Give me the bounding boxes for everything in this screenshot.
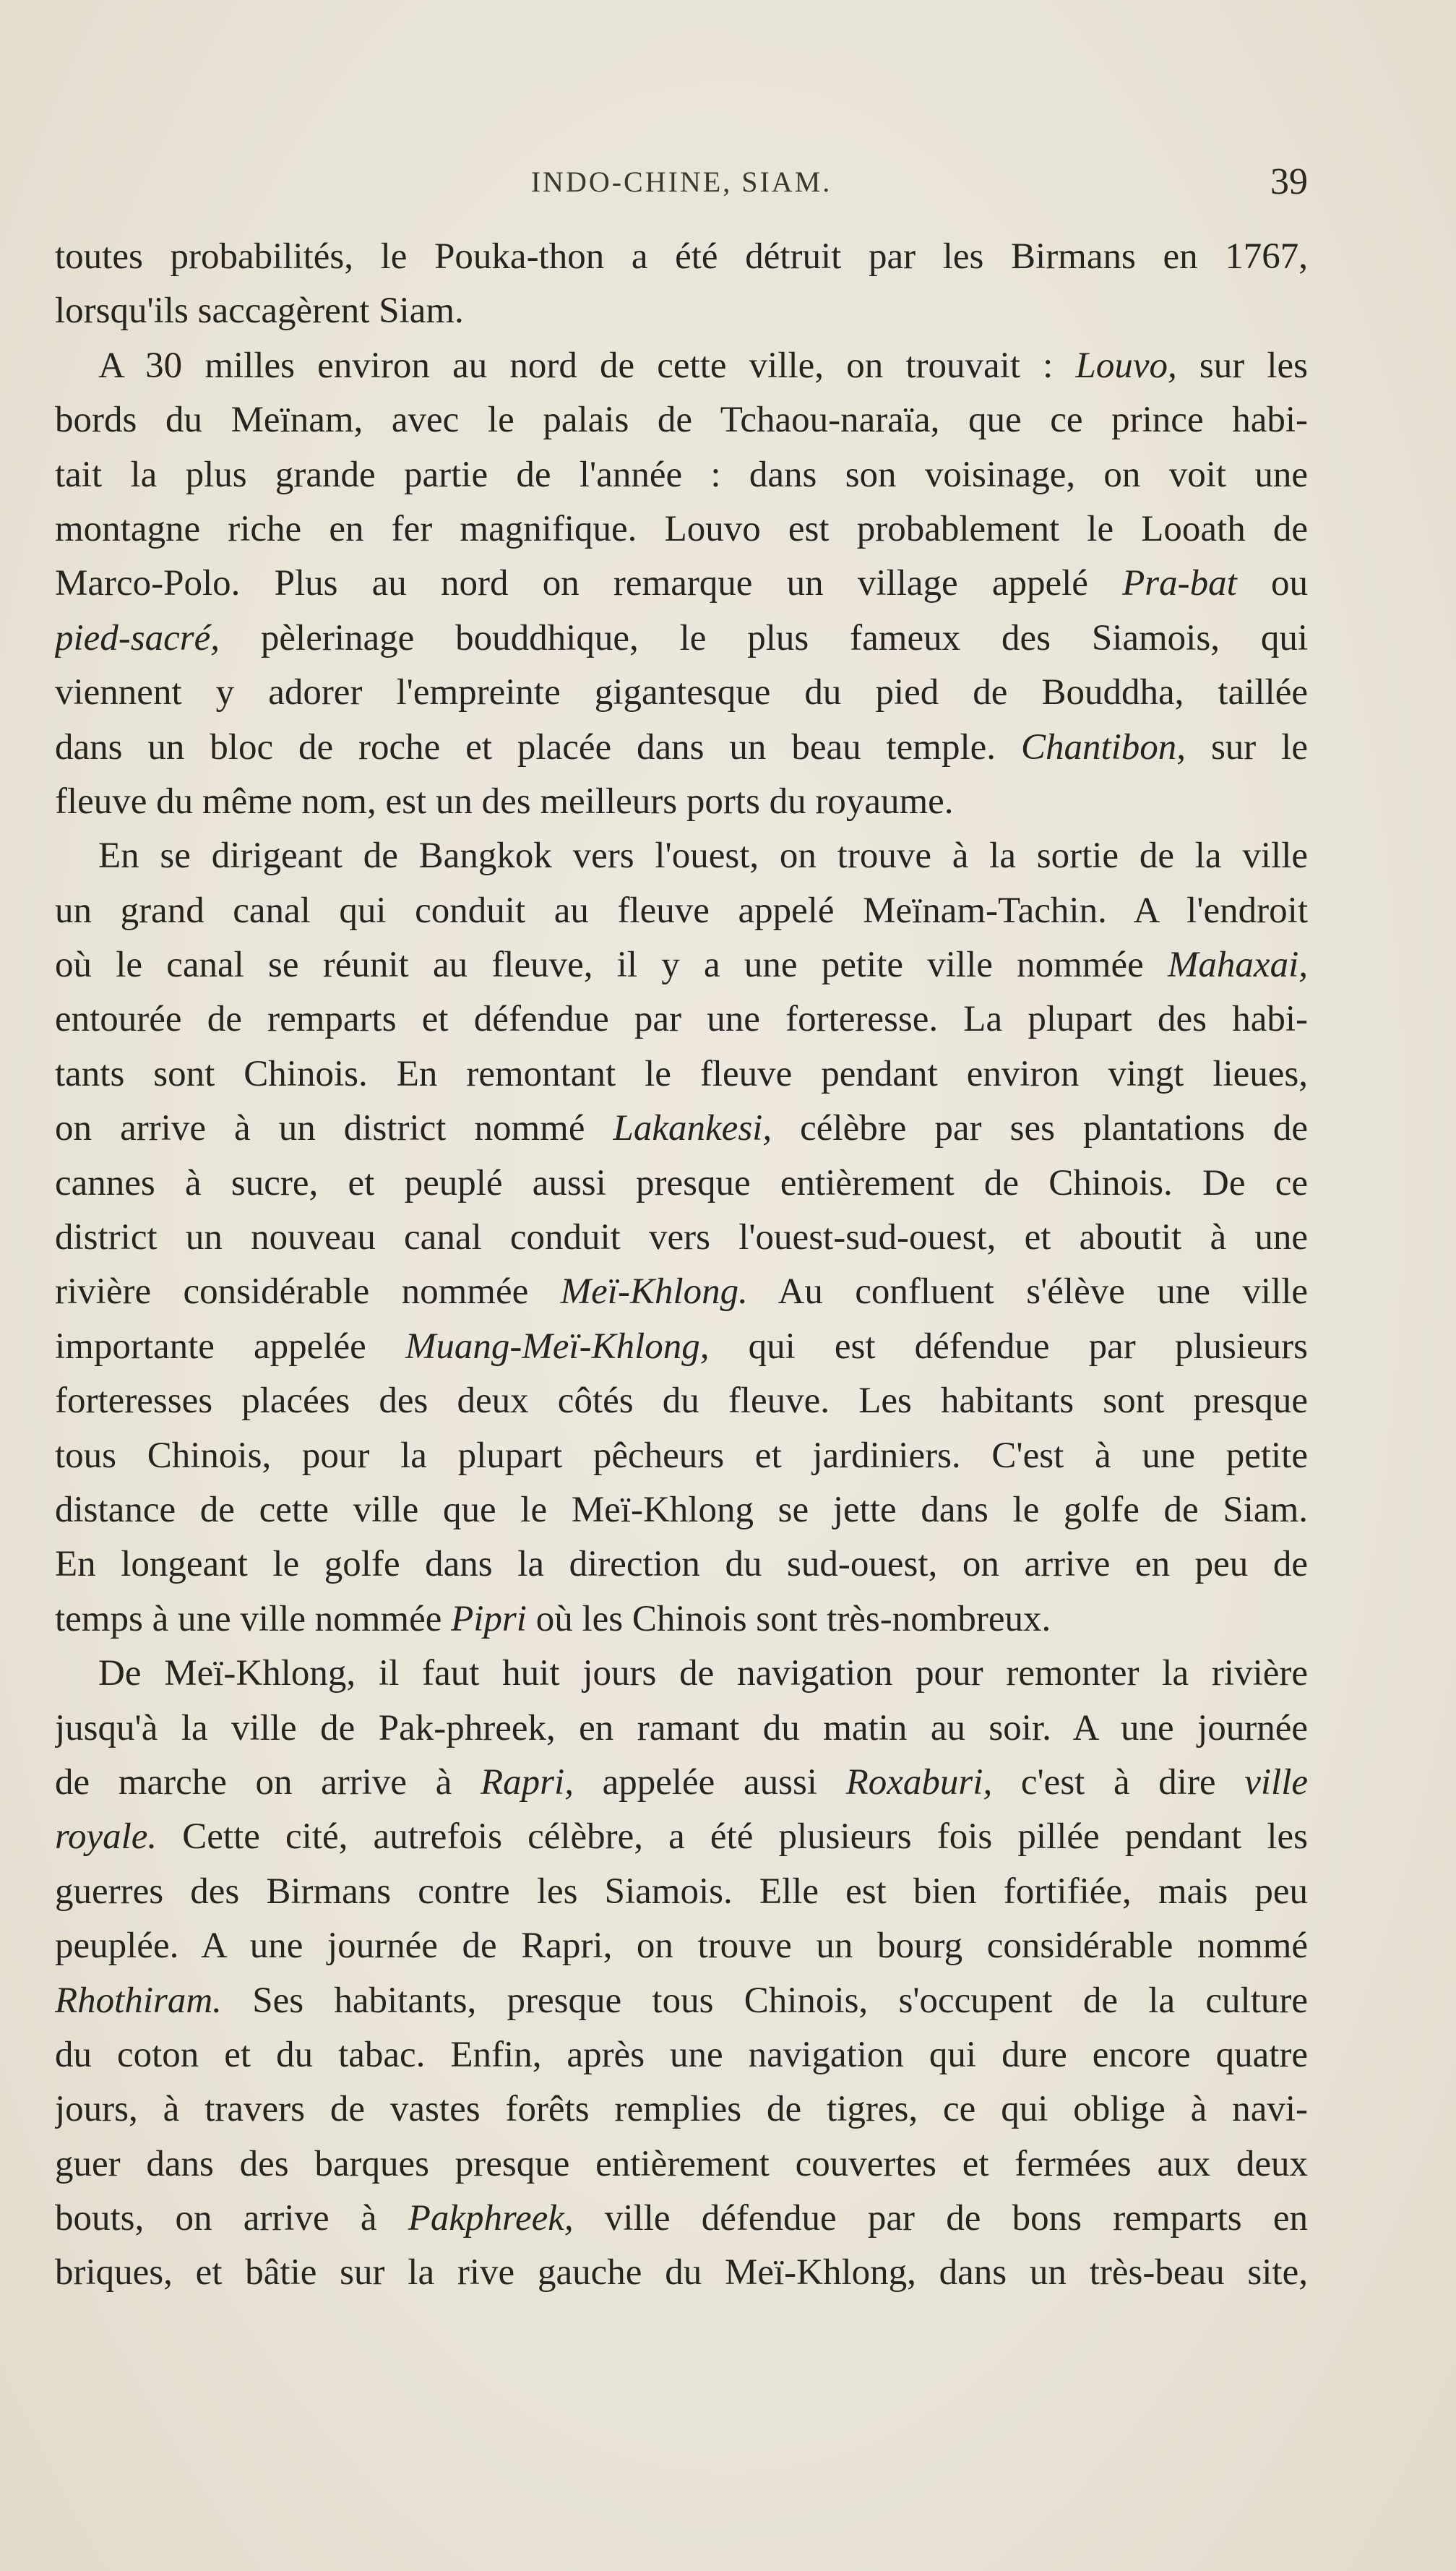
- text-run: tous Chinois, pour la plupart pêcheurs et jardiniers. C'est à une petite: [55, 1435, 1308, 1476]
- italic-phrase: Muang-Meï-Khlong,: [405, 1326, 710, 1367]
- text-run: qui est défendue par plusieurs: [709, 1326, 1308, 1367]
- text-run: où le canal se réunit au fleuve, il y a une petite ville nommée: [55, 945, 1168, 986]
- text-line: [55, 1756, 1308, 1810]
- text-run: briques, et bâtie sur la rive gauche du Meï-Khlong, dans un très-beau site,: [55, 2252, 1308, 2293]
- text-run: jours, à travers de vastes forêts remplies de tigres, ce qui oblige à navi-: [55, 2089, 1308, 2130]
- text-run: En longeant le golfe dans la direction du sud-ouest, on arrive en peu de: [55, 1544, 1308, 1585]
- text-run: un grand canal qui conduit au fleuve appelé Meïnam-Tachin. A l'endroit: [55, 890, 1308, 931]
- running-head: INDO-CHINE, SIAM.: [530, 166, 832, 198]
- text-line: [55, 2028, 1308, 2082]
- text-run: guerres des Birmans contre les Siamois. Elle est bien fortifiée, mais peu: [55, 1871, 1308, 1912]
- text-run: on arrive à un district nommé: [55, 1108, 613, 1149]
- text-run: célèbre par ses plantations de: [772, 1108, 1308, 1149]
- text-run: lorsqu'ils saccagèrent Siam.: [55, 291, 464, 332]
- text-line: [55, 339, 1308, 393]
- text-run: montagne riche en fer magnifique. Louvo est probablement le Looath de: [55, 508, 1308, 549]
- text-line: [55, 1537, 1308, 1592]
- text-run: fleuve du même nom, est un des meilleurs ports du royaume.: [55, 781, 954, 822]
- text-run: cannes à sucre, et peuplé aussi presque entièrement de Chinois. De ce: [55, 1162, 1308, 1203]
- text-line: [55, 2246, 1308, 2300]
- text-line: [55, 1156, 1308, 1211]
- text-run: Marco-Polo. Plus au nord on remarque un village appelé: [55, 563, 1123, 604]
- text-run: ou: [1236, 563, 1308, 604]
- text-line: [55, 284, 1308, 338]
- page-header: [55, 160, 1308, 211]
- text-line: [55, 1592, 1308, 1647]
- text-run: Ses habitants, presque tous Chinois, s'occupent de la culture: [221, 1980, 1308, 2021]
- page-number: 39: [1270, 161, 1308, 202]
- text-line: [55, 1047, 1308, 1102]
- text-line: [55, 775, 1308, 829]
- italic-phrase: ville: [1244, 1761, 1308, 1803]
- text-run: entourée de remparts et défendue par une forteresse. La plupart des habi-: [55, 999, 1308, 1040]
- italic-phrase: Meï-Khlong.: [560, 1271, 748, 1313]
- text-run: district un nouveau canal conduit vers l'ouest-sud-ouest, et aboutit à une: [55, 1217, 1308, 1258]
- text-run: jusqu'à la ville de Pak-phreek, en ramant du matin au soir. A une journée: [55, 1707, 1308, 1748]
- text-run: toutes probabilités, le Pouka-thon a été détruit par les Birmans en 1767,: [55, 236, 1308, 277]
- text-line: [55, 721, 1308, 775]
- text-line: [55, 1919, 1308, 1973]
- text-run: dans un bloc de roche et placée dans un beau temple.: [55, 726, 1021, 768]
- text-run: distance de cette ville que le Meï-Khlong se jette dans le golfe de Siam.: [55, 1489, 1308, 1530]
- text-run: pèlerinage bouddhique, le plus fameux des Siamois, qui: [220, 617, 1308, 658]
- italic-phrase: Louvo,: [1075, 345, 1177, 386]
- text-line: [55, 2082, 1308, 2137]
- text-run: de marche on arrive à: [55, 1761, 481, 1803]
- text-run: A 30 milles environ au nord de cette ville, on trouvait :: [98, 345, 1076, 386]
- text-line: [55, 884, 1308, 938]
- text-line: [55, 829, 1308, 883]
- text-line: [55, 1374, 1308, 1428]
- text-line: [55, 557, 1308, 611]
- text-line: [55, 666, 1308, 720]
- text-run: où les Chinois sont très-nombreux.: [526, 1598, 1051, 1639]
- text-line: [55, 1320, 1308, 1374]
- italic-phrase: pied-sacré,: [55, 617, 220, 658]
- text-line: [55, 502, 1308, 557]
- text-run: bords du Meïnam, avec le palais de Tchaou-naraïa, que ce prince habi-: [55, 400, 1308, 441]
- text-run: De Meï-Khlong, il faut huit jours de navigation pour remonter la rivière: [98, 1653, 1308, 1694]
- text-line: [55, 448, 1308, 502]
- text-run: appelée aussi: [573, 1761, 846, 1803]
- text-line: [55, 230, 1308, 284]
- text-line: [55, 1647, 1308, 1701]
- italic-phrase: Chantibon,: [1020, 726, 1186, 768]
- text-run: tait la plus grande partie de l'année : dans son voisinage, on voit une: [55, 454, 1308, 495]
- text-run: En se dirigeant de Bangkok vers l'ouest, on trouve à la sortie de la ville: [98, 836, 1308, 877]
- text-run: tants sont Chinois. En remontant le fleuve pendant environ vingt lieues,: [55, 1053, 1308, 1094]
- text-run: importante appelée: [55, 1326, 405, 1367]
- text-run: sur le: [1186, 726, 1308, 768]
- text-line: [55, 1483, 1308, 1537]
- text-line: [55, 2192, 1308, 2246]
- text-run: Cette cité, autrefois célèbre, a été plusieurs fois pillée pendant les: [157, 1816, 1308, 1858]
- text-line: [55, 393, 1308, 447]
- italic-phrase: Mahaxai,: [1167, 945, 1308, 986]
- italic-phrase: royale.: [55, 1816, 158, 1858]
- text-run: ville défendue par de bons remparts en: [573, 2198, 1308, 2239]
- text-run: bouts, on arrive à: [55, 2198, 408, 2239]
- text-line: [55, 2137, 1308, 2192]
- text-run: temps à une ville nommée: [55, 1598, 452, 1639]
- text-run: c'est à dire: [992, 1761, 1245, 1803]
- body-text: [55, 230, 1308, 2301]
- text-run: sur les: [1176, 345, 1308, 386]
- text-line: [55, 611, 1308, 666]
- text-line: [55, 992, 1308, 1047]
- italic-phrase: Roxaburi,: [845, 1761, 993, 1803]
- text-line: [55, 1102, 1308, 1156]
- text-line: [55, 1211, 1308, 1265]
- text-line: [55, 1701, 1308, 1756]
- italic-phrase: Lakankesi,: [613, 1108, 772, 1149]
- text-line: [55, 938, 1308, 992]
- text-run: guer dans des barques presque entièrement couvertes et fermées aux deux: [55, 2143, 1308, 2184]
- text-line: [55, 1974, 1308, 2028]
- text-line: [55, 1810, 1308, 1864]
- text-run: Au confluent s'élève une ville: [747, 1271, 1308, 1313]
- italic-phrase: Rhothiram.: [55, 1980, 222, 2021]
- text-line: [55, 1865, 1308, 1919]
- italic-phrase: Pipri: [451, 1598, 527, 1639]
- italic-phrase: Pakphreek,: [408, 2198, 574, 2239]
- text-run: rivière considérable nommée: [55, 1271, 561, 1313]
- text-line: [55, 1265, 1308, 1319]
- text-run: viennent y adorer l'empreinte gigantesque du pied de Bouddha, taillée: [55, 672, 1308, 713]
- text-run: peuplée. A une journée de Rapri, on trouve un bourg considérable nommé: [55, 1926, 1308, 1967]
- italic-phrase: Pra-bat: [1122, 563, 1237, 604]
- italic-phrase: Rapri,: [481, 1761, 574, 1803]
- text-line: [55, 1429, 1308, 1483]
- text-run: forteresses placées des deux côtés du fleuve. Les habitants sont presque: [55, 1381, 1308, 1422]
- text-run: du coton et du tabac. Enfin, après une navigation qui dure encore quatre: [55, 2034, 1308, 2075]
